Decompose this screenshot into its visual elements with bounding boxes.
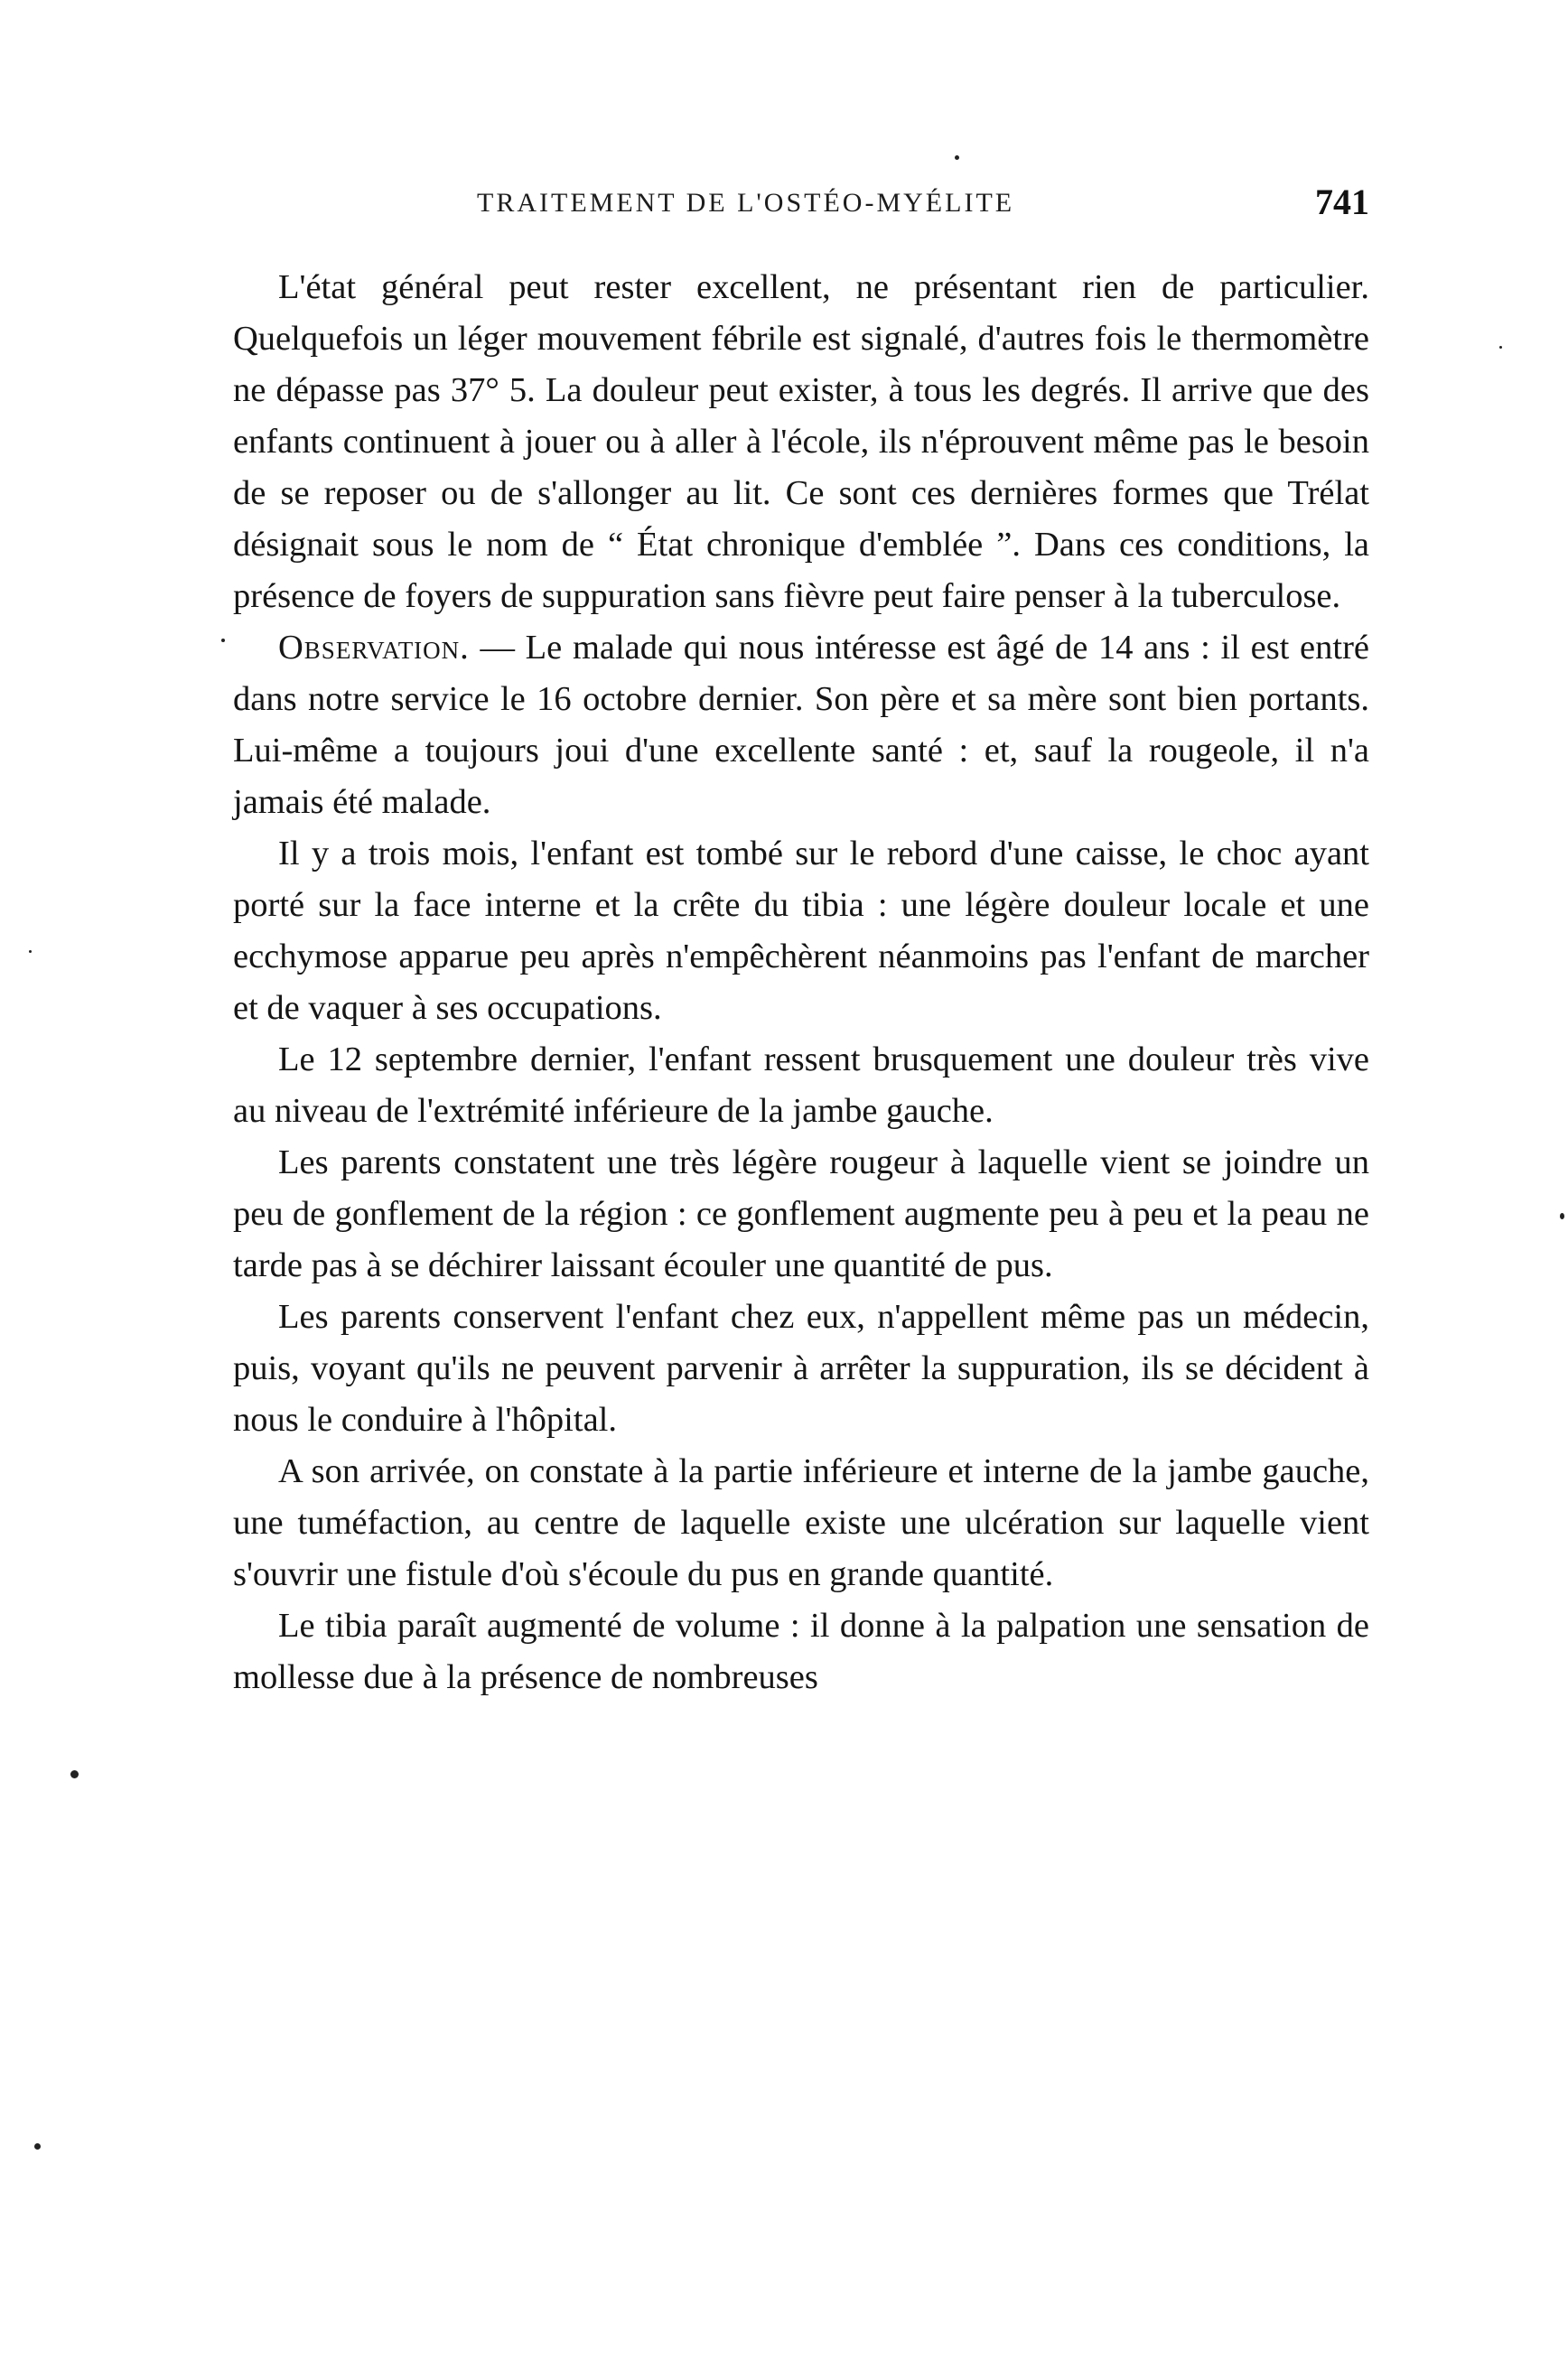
paragraph-arrival: [233, 1446, 1369, 1600]
paragraph-swelling: [233, 1137, 1369, 1292]
scan-speck: [34, 2143, 41, 2150]
paragraph-general-state: [233, 262, 1369, 622]
paragraph-text: Le tibia paraît augmenté de volume : il donne à la palpation une sensation de mollesse due à la présence de nombreuses: [233, 1607, 1369, 1696]
paragraph-onset: [233, 1034, 1369, 1137]
paragraph-injury: [233, 828, 1369, 1034]
body-text: [233, 262, 1369, 1703]
running-title: TRAITEMENT DE L'OSTÉO-MYÉLITE: [477, 188, 1015, 218]
paragraph-tibia: [233, 1600, 1369, 1703]
observation-heading: Observation.: [278, 629, 470, 667]
paragraph-observation: [233, 622, 1369, 828]
paragraph-text: Le 12 septembre dernier, l'enfant ressent brusquement une douleur très vive au niveau de l'extrémité inférieure de la jambe gauche.: [233, 1040, 1369, 1130]
paragraph-text: A son arrivée, on constate à la partie inférieure et interne de la jambe gauche, une tuméfaction, au centre de laquelle existe une ulcération sur laquelle vient s'ouvrir une fistule d'où s'écoule du pus en grande quantité.: [233, 1452, 1369, 1593]
scan-speck: [1560, 1213, 1564, 1219]
scan-speck: [70, 1770, 79, 1778]
page-number: 741: [1315, 182, 1369, 222]
paragraph-text: Les parents conservent l'enfant chez eux, n'appellent même pas un médecin, puis, voyant qu'ils ne peuvent parvenir à arrêter la suppuration, ils se décident à nous le conduire à l'hôpital.: [233, 1298, 1369, 1439]
paragraph-text: — Le malade qui nous intéresse est âgé de 14 ans : il est entré dans notre service le 16 octobre dernier. Son père et sa mère sont bien portants. Lui-même a toujours joui d'une excellente santé : et, sauf la rougeole, il n'a jamais été malade.: [233, 629, 1369, 821]
paragraph-text: Il y a trois mois, l'enfant est tombé sur le rebord d'une caisse, le choc ayant porté sur la face interne et la crête du tibia : une légère douleur locale et une ecchymose apparue peu après n'empêchèrent néanmoins pas l'enfant de marcher et de vaquer à ses occupations.: [233, 835, 1369, 1027]
paragraph-parents: [233, 1292, 1369, 1446]
paragraph-text: L'état général peut rester excellent, ne présentant rien de particulier. Quelquefois un léger mouvement fébrile est signalé, d'autres fois le thermomètre ne dépasse pas 37° 5. La douleur peut exister, à tous les degrés. Il arrive que des enfants continuent à jouer ou à aller à l'école, ils n'éprouvent même pas le besoin de se reposer ou de s'allonger au lit. Ce sont ces dernières formes que Trélat désignait sous le nom de “ État chronique d'emblée ”. Dans ces conditions, la présence de foyers de suppuration sans fièvre peut faire penser à la tuberculose.: [233, 268, 1369, 615]
page-header: [233, 181, 1373, 235]
paragraph-text: Les parents constatent une très légère rougeur à laquelle vient se joindre un peu de gonflement de la région : ce gonflement augmente peu à peu et la peau ne tarde pas à se déchirer laissant écouler une quantité de pus.: [233, 1143, 1369, 1284]
scan-speck: [221, 639, 225, 642]
scan-speck: [1499, 346, 1502, 349]
scan-speck: [955, 155, 959, 160]
scan-speck: [29, 950, 32, 953]
